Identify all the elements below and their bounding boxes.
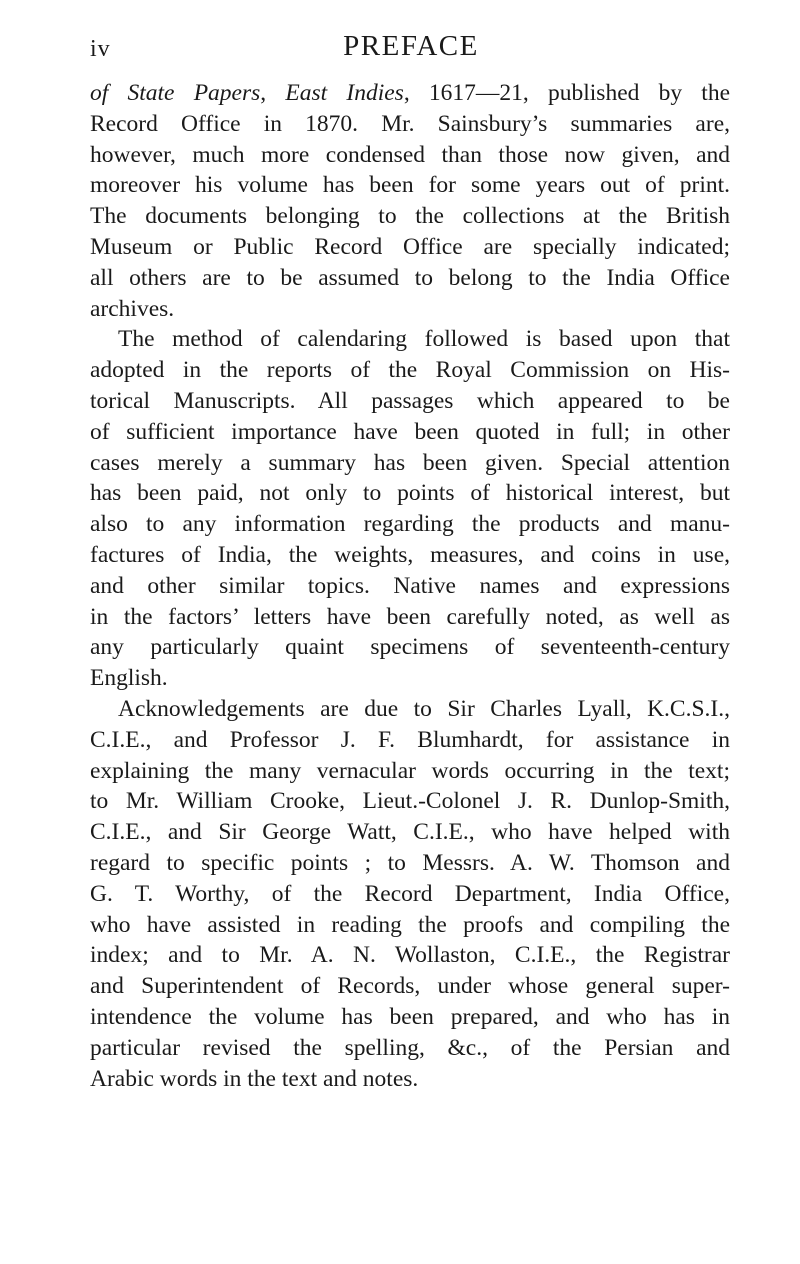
paragraph-acknowledgements xyxy=(90,694,730,1094)
text-line: all others are to be assumed to belong to the India Office xyxy=(90,264,730,291)
text-line: however, much more condensed than those now given, and xyxy=(90,141,730,168)
text-fragment: , xyxy=(260,80,286,106)
text-line: has been paid, not only to points of historical interest, but xyxy=(90,480,730,507)
text-line: Museum or Public Record Office are specially indicated; xyxy=(90,233,730,260)
body-text xyxy=(90,78,730,1094)
text-line: explaining the many vernacular words occurring in the text; xyxy=(90,757,730,784)
text-line: torical Manuscripts. All passages which appeared to be xyxy=(90,387,730,414)
running-title: PREFACE xyxy=(343,30,479,62)
text-line: The method of calendaring followed is based upon that xyxy=(118,326,730,353)
text-line: regard to specific points ; to Messrs. A. W. Thomson and xyxy=(90,849,730,876)
text-line: archives. xyxy=(90,295,175,322)
text-line: who have assisted in reading the proofs and compiling the xyxy=(90,911,730,938)
text-line: particular revised the spelling, &c., of the Persian and xyxy=(90,1034,730,1061)
text-line: Acknowledgements are due to Sir Charles Lyall, K.C.S.I., xyxy=(118,695,730,722)
text-line: and Superintendent of Records, under whose general super- xyxy=(90,973,730,1000)
page-number: iv xyxy=(90,36,111,62)
text-line: factures of India, the weights, measures, and coins in use, xyxy=(90,541,730,568)
text-line: and other similar topics. Native names and expressions xyxy=(90,572,730,599)
text-line: The documents belonging to the collections at the British xyxy=(90,203,730,230)
italic-title-state-papers: of State Papers xyxy=(90,80,261,106)
text-line: in the factors’ letters have been carefully noted, as well as xyxy=(90,603,730,630)
text-line: of sufficient importance have been quoted in full; in other xyxy=(90,418,730,445)
text-line: moreover his volume has been for some years out of print. xyxy=(90,172,730,199)
text-line: intendence the volume has been prepared, and who has in xyxy=(90,1003,730,1030)
italic-title-east-indies: East Indies xyxy=(285,80,404,106)
text-line: also to any information regarding the products and manu- xyxy=(90,511,730,538)
text-line xyxy=(90,78,730,109)
text-line: English. xyxy=(90,665,168,692)
paragraph-continuation xyxy=(90,78,730,324)
text-line: G. T. Worthy, of the Record Department, India Office, xyxy=(90,880,730,907)
text-line: C.I.E., and Sir George Watt, C.I.E., who have helped with xyxy=(90,819,730,846)
text-line: Record Office in 1870. Mr. Sainsbury’s summaries are, xyxy=(90,110,730,137)
running-head xyxy=(90,30,732,70)
text-line: to Mr. William Crooke, Lieut.-Colonel J. R. Dunlop-Smith, xyxy=(90,788,730,815)
text-line: cases merely a summary has been given. Special attention xyxy=(90,449,730,476)
text-line: C.I.E., and Professor J. F. Blumhardt, for assistance in xyxy=(90,726,730,753)
text-line: adopted in the reports of the Royal Commission on His- xyxy=(90,357,730,384)
text-line: any particularly quaint specimens of seventeenth-century xyxy=(90,634,730,661)
text-line: Arabic words in the text and notes. xyxy=(90,1065,419,1092)
paragraph-method xyxy=(90,324,730,694)
text-fragment: , 1617—21, published by the xyxy=(403,80,731,106)
text-line: index; and to Mr. A. N. Wollaston, C.I.E., the Registrar xyxy=(90,942,730,969)
